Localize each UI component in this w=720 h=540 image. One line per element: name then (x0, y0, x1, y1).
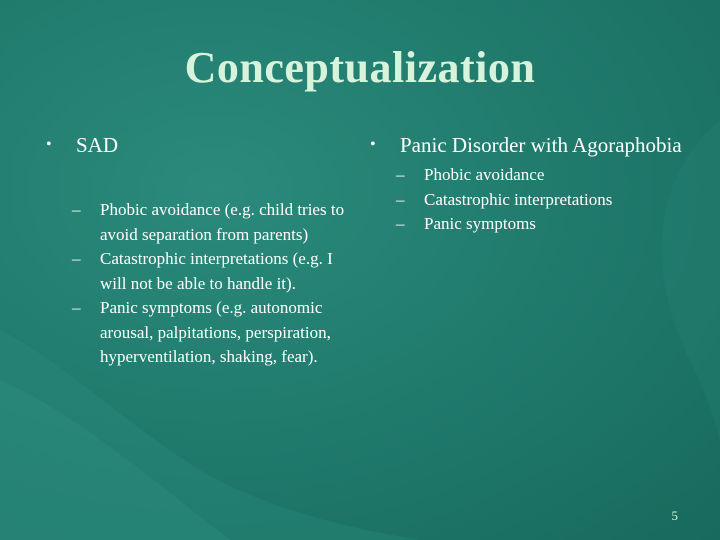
right-heading-bullet (370, 130, 690, 160)
list-item-text: Panic symptoms (e.g. autonomic arousal, palpitations, perspiration, hyperventilation, shaking, fear). (100, 298, 331, 366)
list-item (46, 198, 356, 247)
list-item (370, 163, 690, 188)
bullet-dot-icon: • (370, 136, 376, 153)
list-item (46, 296, 356, 370)
right-heading: Panic Disorder with Agoraphobia (400, 133, 682, 157)
dash-icon: – (72, 200, 81, 219)
list-item (370, 212, 690, 237)
left-sub-list (46, 198, 356, 370)
dash-icon: – (396, 165, 405, 184)
bullet-dot-icon: • (46, 136, 52, 153)
dash-icon: – (72, 298, 81, 317)
right-sub-list (370, 163, 690, 237)
list-item-text: Catastrophic interpretations (e.g. I will not be able to handle it). (100, 249, 333, 293)
list-item-text: Catastrophic interpretations (424, 189, 613, 209)
left-heading: SAD (76, 133, 119, 157)
dash-icon: – (72, 249, 81, 268)
right-column (370, 130, 690, 237)
left-column (46, 130, 356, 370)
list-item-text: Panic symptoms (424, 214, 536, 233)
slide-title: Conceptualization (184, 43, 536, 92)
list-item-text: Phobic avoidance (424, 165, 545, 184)
dash-icon: – (396, 189, 405, 209)
dash-icon: – (396, 214, 405, 233)
list-item (370, 188, 690, 213)
page-number: 5 (671, 508, 678, 523)
left-heading-bullet (46, 130, 356, 160)
list-item (46, 247, 356, 296)
list-item-text: Phobic avoidance (e.g. child tries to avoid separation from parents) (100, 200, 345, 244)
